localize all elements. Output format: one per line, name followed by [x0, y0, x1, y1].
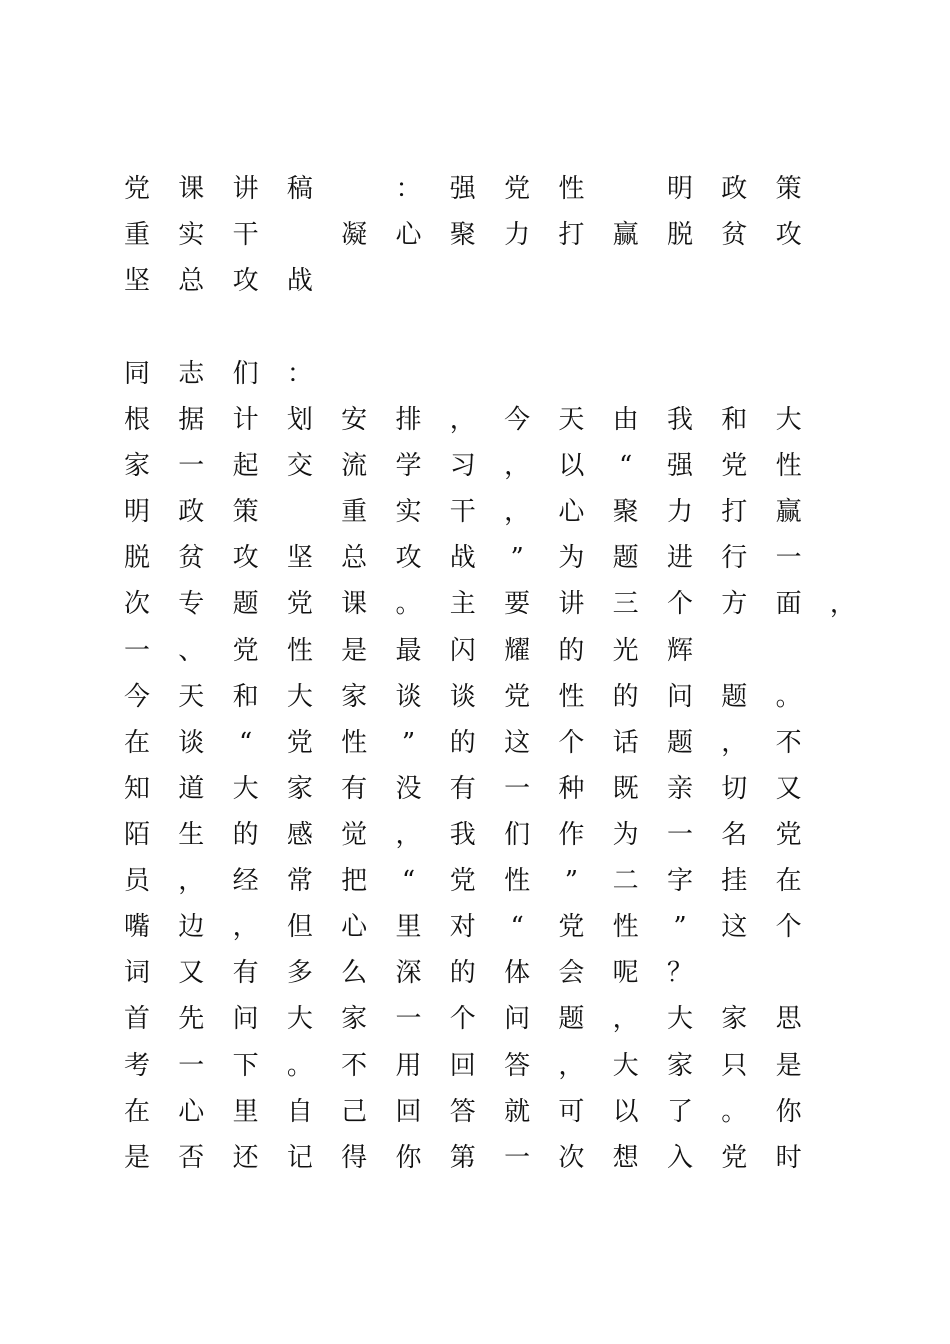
glyph: 这 [504, 728, 531, 758]
glyph: 天 [558, 405, 585, 435]
glyph: 党 [721, 451, 748, 481]
glyph: 天 [178, 682, 205, 712]
glyph: 光 [612, 636, 639, 666]
glyph: 时 [775, 1143, 802, 1173]
glyph: 贫 [721, 220, 748, 250]
glyph: 党 [504, 682, 531, 712]
glyph: 重 [123, 220, 150, 250]
glyph: 我 [666, 405, 693, 435]
glyph: 题 [232, 589, 259, 619]
glyph: 性 [558, 174, 585, 204]
glyph: 但 [286, 912, 313, 942]
glyph: 亲 [666, 774, 693, 804]
glyph: 答 [449, 1097, 476, 1127]
glyph: 答 [504, 1051, 531, 1081]
glyph: 以 [558, 451, 585, 481]
glyph: 党 [721, 1143, 748, 1173]
glyph: “ [238, 728, 253, 758]
glyph: 不 [775, 728, 802, 758]
glyph: 党 [123, 174, 150, 204]
glyph: 心 [341, 912, 368, 942]
body-line [0, 1095, 950, 1135]
glyph: 心 [395, 220, 422, 250]
glyph: 和 [721, 405, 748, 435]
glyph: 边 [178, 912, 205, 942]
glyph: 大 [612, 1051, 639, 1081]
glyph: 强 [666, 451, 693, 481]
glyph: 词 [123, 958, 150, 988]
glyph: 家 [286, 774, 313, 804]
body-line [0, 1049, 950, 1089]
glyph: 经 [232, 866, 259, 896]
glyph: 性 [286, 636, 313, 666]
glyph: 安 [341, 405, 368, 435]
body-line [0, 449, 950, 489]
glyph: 战 [286, 266, 313, 296]
section-heading [0, 634, 950, 674]
glyph: 家 [666, 1051, 693, 1081]
glyph: 性 [612, 912, 639, 942]
body-line [0, 818, 950, 858]
glyph: 了 [666, 1097, 693, 1127]
glyph: 题 [721, 682, 748, 712]
glyph: 想 [612, 1143, 639, 1173]
glyph: 感 [286, 820, 313, 850]
glyph: 面 [775, 589, 802, 619]
glyph: 今 [123, 682, 150, 712]
glyph: 方 [721, 589, 748, 619]
glyph: 没 [395, 774, 422, 804]
glyph: 家 [123, 451, 150, 481]
glyph: 不 [341, 1051, 368, 1081]
glyph: 个 [449, 1004, 476, 1034]
glyph: 凝 [341, 220, 368, 250]
glyph: 打 [721, 497, 748, 527]
glyph: 总 [341, 543, 368, 573]
glyph: 策 [775, 174, 802, 204]
glyph: ， [558, 1051, 585, 1081]
glyph: 有 [449, 774, 476, 804]
glyph: 还 [232, 1143, 259, 1173]
glyph: 战 [449, 543, 476, 573]
glyph: 是 [123, 1143, 150, 1173]
glyph: 挂 [721, 866, 748, 896]
glyph: 就 [504, 1097, 531, 1127]
glyph: 问 [666, 682, 693, 712]
glyph: 聚 [449, 220, 476, 250]
glyph: 个 [775, 912, 802, 942]
glyph: ， [721, 728, 748, 758]
glyph: 志 [178, 359, 205, 389]
glyph: 要 [504, 589, 531, 619]
glyph: 力 [666, 497, 693, 527]
glyph: ” [564, 866, 579, 896]
glyph: 流 [341, 451, 368, 481]
glyph: 大 [666, 1004, 693, 1034]
glyph: 坚 [123, 266, 150, 296]
glyph: 题 [666, 728, 693, 758]
glyph: 政 [178, 497, 205, 527]
glyph: 题 [612, 543, 639, 573]
glyph: 思 [775, 1004, 802, 1034]
body-line [0, 403, 950, 443]
glyph: ， [612, 1004, 639, 1034]
glyph: ， [395, 820, 422, 850]
glyph: 自 [286, 1097, 313, 1127]
glyph: 排 [395, 405, 422, 435]
glyph: 么 [341, 958, 368, 988]
glyph: 种 [558, 774, 585, 804]
glyph: 以 [612, 1097, 639, 1127]
glyph: 学 [395, 451, 422, 481]
glyph: 赢 [612, 220, 639, 250]
glyph: ： [286, 359, 313, 389]
glyph: 得 [341, 1143, 368, 1173]
glyph: 家 [341, 1004, 368, 1034]
glyph: 交 [286, 451, 313, 481]
glyph: 明 [666, 174, 693, 204]
glyph: 对 [449, 912, 476, 942]
glyph: 一 [504, 774, 531, 804]
glyph: 一 [178, 1051, 205, 1081]
glyph: 讲 [232, 174, 259, 204]
glyph: 政 [721, 174, 748, 204]
glyph: 员 [123, 866, 150, 896]
glyph: 耀 [504, 636, 531, 666]
glyph: 我 [449, 820, 476, 850]
glyph: 常 [286, 866, 313, 896]
glyph: 生 [178, 820, 205, 850]
glyph: 性 [504, 866, 531, 896]
glyph: 二 [612, 866, 639, 896]
glyph: 们 [504, 820, 531, 850]
glyph: 心 [558, 497, 585, 527]
glyph: 攻 [232, 266, 259, 296]
glyph: 里 [232, 1097, 259, 1127]
glyph: 党 [504, 174, 531, 204]
glyph: 的 [449, 958, 476, 988]
glyph: 谈 [449, 682, 476, 712]
glyph: 坚 [286, 543, 313, 573]
glyph: 稿 [286, 174, 313, 204]
glyph: 回 [395, 1097, 422, 1127]
glyph: 里 [395, 912, 422, 942]
glyph: 课 [178, 174, 205, 204]
glyph: 你 [775, 1097, 802, 1127]
glyph: ” [673, 912, 687, 942]
glyph: 入 [666, 1143, 693, 1173]
glyph: 切 [721, 774, 748, 804]
glyph: 陌 [123, 820, 150, 850]
glyph: 课 [341, 589, 368, 619]
glyph: 闪 [449, 636, 476, 666]
glyph: 是 [341, 636, 368, 666]
glyph: 嘴 [123, 912, 150, 942]
body-line [0, 587, 950, 627]
glyph: 在 [775, 866, 802, 896]
glyph: 谈 [395, 682, 422, 712]
glyph: 的 [558, 636, 585, 666]
glyph: 讲 [558, 589, 585, 619]
body-line [0, 541, 950, 581]
glyph: ” [510, 543, 524, 573]
glyph: 性 [775, 451, 802, 481]
glyph: 由 [612, 405, 639, 435]
glyph: “ [401, 866, 416, 896]
glyph: 个 [666, 589, 693, 619]
glyph: 强 [449, 174, 476, 204]
glyph: 策 [232, 497, 259, 527]
glyph: 明 [123, 497, 150, 527]
body-line [0, 680, 950, 720]
glyph: 有 [341, 774, 368, 804]
glyph: 有 [232, 958, 259, 988]
glyph: 话 [612, 728, 639, 758]
glyph: 呢 [612, 958, 639, 988]
glyph: 首 [123, 1004, 150, 1034]
glyph: 力 [504, 220, 531, 250]
glyph: 主 [449, 589, 476, 619]
glyph: 的 [449, 728, 476, 758]
glyph: 心 [178, 1097, 205, 1127]
glyph: 个 [558, 728, 585, 758]
glyph: 否 [178, 1143, 205, 1173]
glyph: 一 [123, 636, 150, 666]
glyph: 作 [558, 820, 585, 850]
glyph: 性 [558, 682, 585, 712]
body-line [0, 1002, 950, 1042]
body-line [0, 910, 950, 950]
glyph: 。 [775, 682, 802, 712]
glyph: 又 [775, 774, 802, 804]
glyph: 起 [232, 451, 259, 481]
glyph: 贫 [178, 543, 205, 573]
glyph: 实 [178, 220, 205, 250]
glyph: 。 [286, 1051, 313, 1081]
glyph: 习 [449, 451, 476, 481]
glyph: 这 [721, 912, 748, 942]
glyph: 多 [286, 958, 313, 988]
glyph: 大 [775, 405, 802, 435]
glyph: 回 [449, 1051, 476, 1081]
glyph: 党 [558, 912, 585, 942]
glyph: 。 [395, 589, 422, 619]
glyph: 题 [558, 1004, 585, 1034]
glyph: 党 [232, 636, 259, 666]
glyph: 问 [232, 1004, 259, 1034]
glyph: 性 [341, 728, 368, 758]
glyph: 次 [558, 1143, 585, 1173]
glyph: 三 [612, 589, 639, 619]
glyph: 的 [612, 682, 639, 712]
glyph: 道 [178, 774, 205, 804]
glyph: 深 [395, 958, 422, 988]
glyph: “ [510, 912, 524, 942]
body-line [0, 495, 950, 535]
glyph: 攻 [395, 543, 422, 573]
glyph: 、 [178, 636, 205, 666]
glyph: 家 [341, 682, 368, 712]
glyph: 打 [558, 220, 585, 250]
glyph: 体 [504, 958, 531, 988]
title-line [0, 172, 950, 212]
glyph: 大 [232, 774, 259, 804]
glyph: 既 [612, 774, 639, 804]
glyph: 为 [558, 543, 585, 573]
glyph: 觉 [341, 820, 368, 850]
glyph: 干 [449, 497, 476, 527]
glyph: 大 [286, 1004, 313, 1034]
glyph: 在 [123, 1097, 150, 1127]
glyph: 你 [395, 1143, 422, 1173]
glyph: 大 [286, 682, 313, 712]
glyph: 实 [395, 497, 422, 527]
glyph: 用 [395, 1051, 422, 1081]
glyph: 记 [286, 1143, 313, 1173]
glyph: 第 [449, 1143, 476, 1173]
glyph: 攻 [232, 543, 259, 573]
glyph: 进 [666, 543, 693, 573]
glyph: 脱 [666, 220, 693, 250]
glyph: 攻 [775, 220, 802, 250]
body-line [0, 956, 950, 996]
glyph: 家 [721, 1004, 748, 1034]
glyph: 专 [178, 589, 205, 619]
glyph: 行 [721, 543, 748, 573]
glyph: 知 [123, 774, 150, 804]
glyph: 根 [123, 405, 150, 435]
glyph: 划 [286, 405, 313, 435]
glyph: 己 [341, 1097, 368, 1127]
glyph: ， [829, 589, 856, 619]
glyph: 在 [123, 728, 150, 758]
glyph: 党 [775, 820, 802, 850]
glyph: ， [178, 866, 205, 896]
glyph: ” [401, 728, 416, 758]
glyph: 们 [232, 359, 259, 389]
glyph: 同 [123, 359, 150, 389]
glyph: 重 [341, 497, 368, 527]
glyph: 赢 [775, 497, 802, 527]
glyph: 一 [395, 1004, 422, 1034]
glyph: 字 [666, 866, 693, 896]
title-line [0, 218, 950, 258]
glyph: 名 [721, 820, 748, 850]
glyph: ？ [666, 958, 693, 988]
glyph: ： [395, 174, 422, 204]
salutation-line [0, 357, 950, 397]
glyph: 干 [232, 220, 259, 250]
glyph: 可 [558, 1097, 585, 1127]
body-line [0, 772, 950, 812]
glyph: ， [504, 451, 531, 481]
glyph: 脱 [123, 543, 150, 573]
glyph: 把 [341, 866, 368, 896]
glyph: 的 [232, 820, 259, 850]
glyph: 和 [232, 682, 259, 712]
body-line [0, 864, 950, 904]
glyph: 聚 [612, 497, 639, 527]
glyph: 计 [232, 405, 259, 435]
glyph: 考 [123, 1051, 150, 1081]
glyph: 又 [178, 958, 205, 988]
title-line [0, 264, 950, 304]
body-line [0, 1141, 950, 1181]
glyph: 一 [504, 1143, 531, 1173]
glyph: ， [504, 497, 531, 527]
glyph: 最 [395, 636, 422, 666]
glyph: 党 [449, 866, 476, 896]
glyph: 次 [123, 589, 150, 619]
glyph: 据 [178, 405, 205, 435]
glyph: 今 [504, 405, 531, 435]
glyph: 辉 [666, 636, 693, 666]
glyph: 谈 [178, 728, 205, 758]
glyph: “ [619, 451, 633, 481]
glyph: 党 [286, 589, 313, 619]
glyph: ， [232, 912, 259, 942]
glyph: 只 [721, 1051, 748, 1081]
glyph: 下 [232, 1051, 259, 1081]
glyph: 一 [666, 820, 693, 850]
glyph: 一 [178, 451, 205, 481]
glyph: 为 [612, 820, 639, 850]
glyph: 总 [178, 266, 205, 296]
glyph: 先 [178, 1004, 205, 1034]
glyph: 问 [504, 1004, 531, 1034]
glyph: 是 [775, 1051, 802, 1081]
glyph: 会 [558, 958, 585, 988]
glyph: 一 [775, 543, 802, 573]
glyph: 党 [286, 728, 313, 758]
glyph: 。 [721, 1097, 748, 1127]
glyph: ， [449, 405, 476, 435]
body-line [0, 726, 950, 766]
